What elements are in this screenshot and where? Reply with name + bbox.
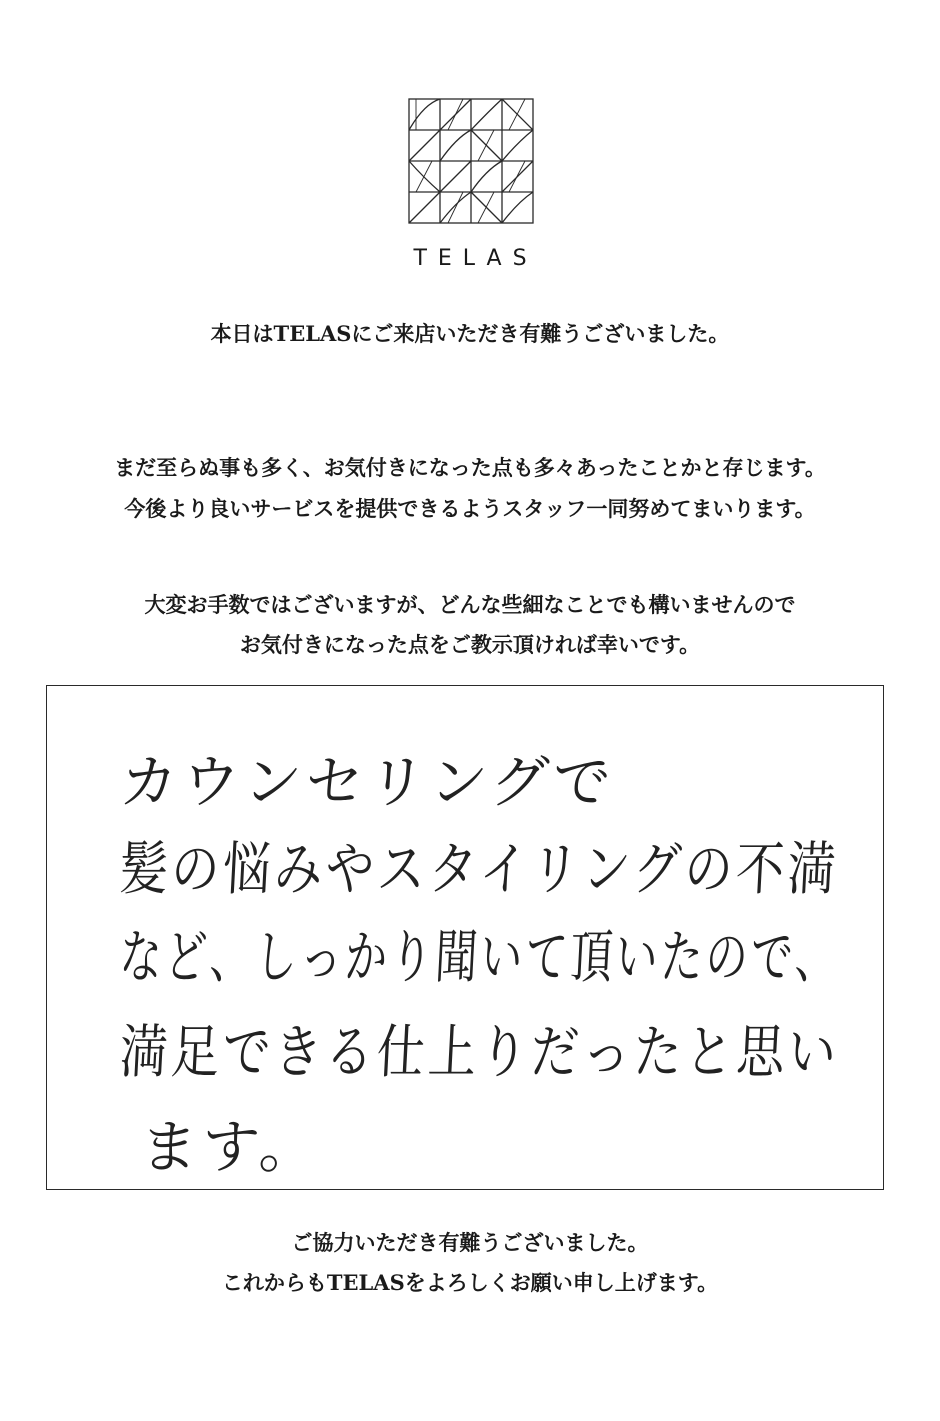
handwritten-line: 髪の悩みやスタイリングの不満 [117, 835, 841, 903]
request-line-1: 大変お手数ではございますが、どんな些細なことでも構いませんので [144, 592, 796, 617]
closing-line-1: ご協力いただき有難うございました。 [291, 1230, 649, 1255]
handwritten-line: ます。 [137, 1113, 323, 1181]
handwritten-line: 満足できる仕上りだったと思い [117, 1018, 842, 1086]
telas-logo-icon [408, 98, 534, 224]
apology-line-1: まだ至らぬ事も多く、お気付きになった点も多々あったことかと存じます。 [114, 455, 826, 480]
handwritten-line: カウンセリングで [117, 748, 617, 816]
closing-line-2: これからもTELASをよろしくお願い申し上げます。 [221, 1270, 719, 1295]
intro-thanks: 本日はTELASにご来店いただき有難うございました。 [210, 321, 730, 346]
apology-line-2: 今後より良いサービスを提供できるようスタッフ一同努めてまいります。 [124, 496, 816, 521]
brand-name: TELAS [413, 246, 538, 271]
handwritten-line: など、しっかり聞いて頂いたので、 [117, 923, 842, 991]
request-line-2: お気付きになった点をご教示頂ければ幸いです。 [239, 632, 701, 657]
